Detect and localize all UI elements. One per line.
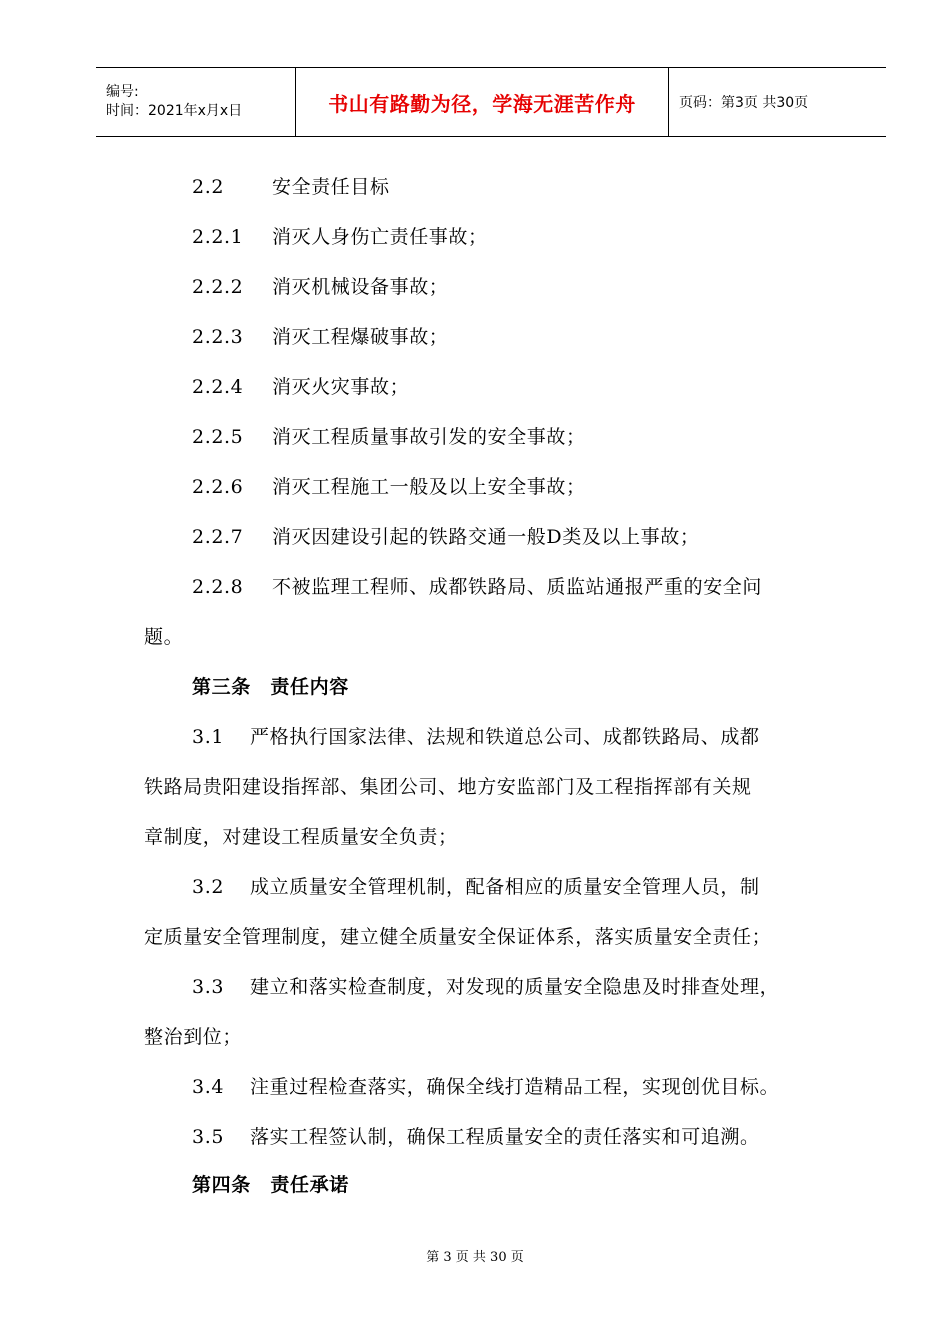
section-text: 建立和落实检查制度，对发现的质量安全隐患及时排查处理， [250, 976, 780, 998]
footer-page-number: 第 3 页 共 30 页 [426, 1250, 524, 1265]
section-text: 消灭工程爆破事故； [272, 326, 449, 348]
section-text: 整治到位； [144, 1026, 243, 1048]
section-number: 2.2.4 [192, 376, 244, 398]
section-number: 2.2 [192, 176, 225, 198]
section-text: 不被监理工程师、成都铁路局、质监站通报严重的安全问 [272, 576, 763, 598]
section-3-1-cont [144, 822, 950, 849]
page-footer [0, 1246, 950, 1265]
section-2-2-3 [192, 322, 950, 349]
section-text: 消灭机械设备事故； [272, 276, 449, 298]
time-label: 时间：2021年x月x日 [106, 103, 243, 119]
section-text: 落实工程签认制，确保工程质量安全的责任落实和可追溯。 [250, 1126, 760, 1148]
section-2-2 [192, 172, 950, 199]
heading-text: 第四条 责任承诺 [192, 1174, 349, 1196]
section-2-2-6 [192, 472, 950, 499]
section-text: 铁路局贵阳建设指挥部、集团公司、地方安监部门及工程指挥部有关规 [144, 776, 752, 798]
header-motto-cell [296, 68, 669, 136]
section-2-2-5 [192, 422, 950, 449]
section-2-2-2 [192, 272, 950, 299]
article-4-heading [192, 1170, 950, 1197]
section-3-5 [192, 1122, 950, 1149]
section-text: 严格执行国家法律、法规和铁道总公司、成都铁路局、成都 [250, 726, 760, 748]
section-number: 2.2.3 [192, 326, 244, 348]
section-3-2 [192, 872, 950, 899]
section-3-1 [192, 722, 950, 749]
section-text: 注重过程检查落实，确保全线打造精品工程，实现创优目标。 [250, 1076, 780, 1098]
header-right [669, 68, 886, 136]
article-3-heading [192, 672, 950, 699]
section-2-2-4 [192, 372, 950, 399]
section-3-1-cont [144, 772, 950, 799]
section-2-2-1 [192, 222, 950, 249]
section-text: 消灭因建设引起的铁路交通一般D类及以上事故； [272, 526, 700, 548]
section-text: 定质量安全管理制度，建立健全质量安全保证体系，落实质量安全责任； [144, 926, 772, 948]
section-2-2-8 [192, 572, 950, 599]
header-page-label: 页码：第3页 共30页 [679, 95, 809, 111]
section-text: 消灭工程质量事故引发的安全事故； [272, 426, 586, 448]
section-number: 3.2 [192, 876, 225, 898]
section-number: 2.2.5 [192, 426, 244, 448]
section-number: 3.5 [192, 1126, 225, 1148]
section-number: 2.2.2 [192, 276, 244, 298]
section-number: 2.2.6 [192, 476, 244, 498]
header-left [96, 68, 296, 136]
section-3-3 [192, 972, 950, 999]
section-text: 消灭人身伤亡责任事故； [272, 226, 488, 248]
section-text: 成立质量安全管理机制，配备相应的质量安全管理人员，制 [250, 876, 760, 898]
section-3-3-cont [144, 1022, 950, 1049]
section-3-2-cont [144, 922, 950, 949]
section-number: 2.2.7 [192, 526, 244, 548]
motto: 书山有路勤为径，学海无涯苦作舟 [328, 91, 636, 116]
section-text: 安全责任目标 [272, 176, 390, 198]
section-text: 题。 [144, 626, 184, 648]
serial-label: 编号: [106, 84, 139, 100]
section-number: 3.1 [192, 726, 225, 748]
heading-text: 第三条 责任内容 [192, 676, 349, 698]
page-header [96, 67, 886, 137]
section-number: 2.2.1 [192, 226, 244, 248]
section-text: 章制度，对建设工程质量安全负责； [144, 826, 458, 848]
section-number: 3.3 [192, 976, 225, 998]
section-number: 2.2.8 [192, 576, 244, 598]
section-number: 3.4 [192, 1076, 225, 1098]
section-3-4 [192, 1072, 950, 1099]
section-2-2-7 [192, 522, 950, 549]
section-text: 消灭工程施工一般及以上安全事故； [272, 476, 586, 498]
section-2-2-8-cont [144, 622, 950, 649]
section-text: 消灭火灾事故； [272, 376, 410, 398]
